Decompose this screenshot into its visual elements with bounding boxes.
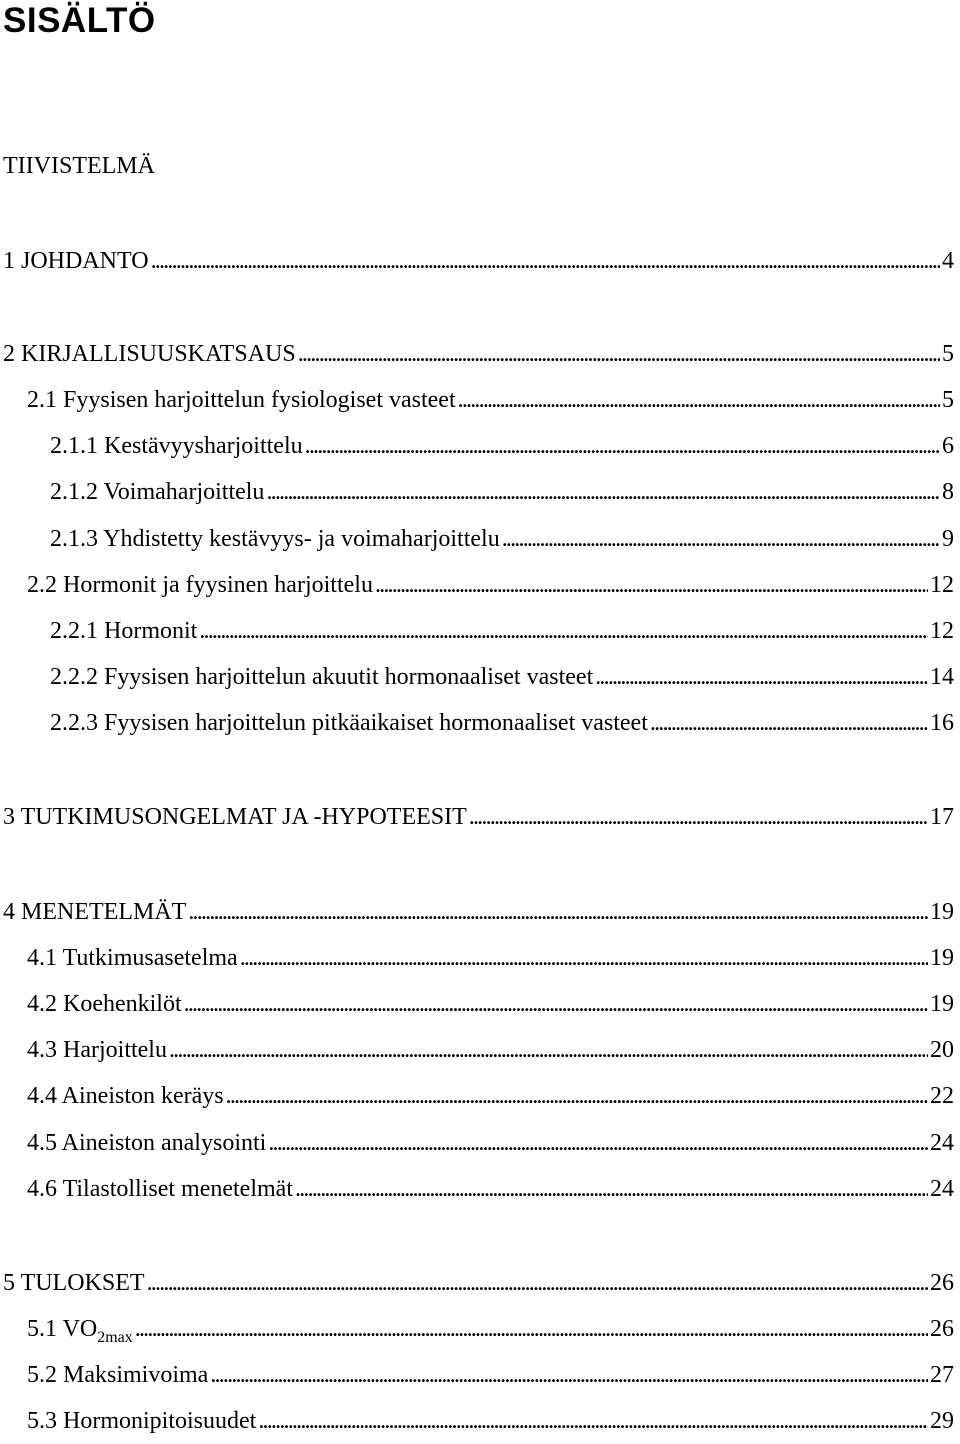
toc-entry-page: 16 xyxy=(930,710,954,736)
toc-entry[interactable] xyxy=(27,1359,954,1391)
dot-leader xyxy=(147,1267,928,1299)
toc-entry[interactable] xyxy=(27,1080,954,1112)
dot-leader xyxy=(135,1313,928,1345)
dot-leader xyxy=(268,1127,928,1159)
toc-entry[interactable] xyxy=(27,1405,954,1437)
toc-entry-label: 2.1 Fyysisen harjoittelun fysiologiset vasteet xyxy=(27,387,456,413)
dot-leader xyxy=(226,1080,928,1112)
toc-entry-page: 20 xyxy=(930,1037,954,1063)
toc-entry-page: 12 xyxy=(930,572,954,598)
toc-entry[interactable] xyxy=(27,569,954,601)
dot-leader xyxy=(258,1405,928,1437)
toc-entry[interactable] xyxy=(27,988,954,1020)
toc-entry-label-text: 5.1 VO xyxy=(27,1316,98,1342)
dot-leader xyxy=(458,384,940,416)
dot-leader xyxy=(199,615,928,647)
toc-entry[interactable] xyxy=(27,1034,954,1066)
toc-entry-label: 2.2.2 Fyysisen harjoittelun akuutit hormonaaliset vasteet xyxy=(50,664,594,690)
toc-entry-page: 5 xyxy=(942,341,954,367)
toc-entry-page: 6 xyxy=(942,433,954,459)
toc-entry-page: 22 xyxy=(930,1083,954,1109)
toc-entry[interactable] xyxy=(50,523,954,555)
toc-entry[interactable] xyxy=(3,896,954,928)
toc-entry[interactable] xyxy=(50,661,954,693)
toc-entry-label: 4.1 Tutkimusasetelma xyxy=(27,945,238,971)
toc-entry-page: 4 xyxy=(942,248,954,274)
toc-entry-label: 5.2 Maksimivoima xyxy=(27,1362,209,1388)
toc-entry-label: 2.1.3 Yhdistetty kestävyys- ja voimaharjoittelu xyxy=(50,526,500,552)
toc-entry[interactable] xyxy=(27,1313,954,1354)
toc-entry-label: 2.1.1 Kestävyysharjoittelu xyxy=(50,433,303,459)
toc-entry-page: 27 xyxy=(930,1362,954,1388)
toc-entry[interactable] xyxy=(50,430,954,462)
toc-entry-page: 26 xyxy=(930,1316,954,1342)
toc-entry-label-subscript: 2max xyxy=(97,1328,133,1346)
dot-leader xyxy=(151,245,940,277)
toc-entry-label: 4.2 Koehenkilöt xyxy=(27,991,182,1017)
toc-abstract: TIIVISTELMÄ xyxy=(3,153,155,179)
toc-entry-label: 4.5 Aineiston analysointi xyxy=(27,1130,267,1156)
toc-entry-page: 8 xyxy=(942,479,954,505)
toc-entry-page: 5 xyxy=(942,387,954,413)
toc-entry-page: 19 xyxy=(930,899,954,925)
toc-entry[interactable] xyxy=(50,476,954,508)
toc-entry[interactable] xyxy=(50,615,954,647)
toc-entry-label: 2 KIRJALLISUUSKATSAUS xyxy=(3,341,296,367)
toc-entry-page: 14 xyxy=(930,664,954,690)
toc-entry-label: 4.4 Aineiston keräys xyxy=(27,1083,224,1109)
toc-entry[interactable] xyxy=(27,1127,954,1159)
toc-entry-page: 24 xyxy=(930,1130,954,1156)
toc-entry-label: 3 TUTKIMUSONGELMAT JA -HYPOTEESIT xyxy=(3,804,467,830)
toc-entry-page: 24 xyxy=(930,1176,954,1202)
dot-leader xyxy=(295,1173,928,1205)
toc-entry[interactable] xyxy=(27,1173,954,1205)
page-title: SISÄLTÖ xyxy=(3,1,156,40)
toc-entry-label: 4 MENETELMÄT xyxy=(3,899,187,925)
toc-entry-label: 5 TULOKSET xyxy=(3,1270,145,1296)
toc-entry[interactable] xyxy=(3,801,954,833)
toc-entry[interactable] xyxy=(50,707,954,739)
toc-entry[interactable] xyxy=(3,338,954,370)
dot-leader xyxy=(650,707,928,739)
toc-entry-page: 29 xyxy=(930,1408,954,1434)
toc-entry-label: 1 JOHDANTO xyxy=(3,248,149,274)
toc-entry[interactable] xyxy=(3,1267,954,1299)
toc-entry-page: 12 xyxy=(930,618,954,644)
dot-leader xyxy=(169,1034,928,1066)
toc-entry[interactable] xyxy=(27,384,954,416)
toc-entry-page: 9 xyxy=(942,526,954,552)
dot-leader xyxy=(502,523,940,555)
toc-entry-page: 19 xyxy=(930,991,954,1017)
toc-entry-label: 2.2.1 Hormonit xyxy=(50,618,198,644)
dot-leader xyxy=(184,988,928,1020)
dot-leader xyxy=(240,942,928,974)
dot-leader xyxy=(188,896,928,928)
toc-entry-page: 26 xyxy=(930,1270,954,1296)
toc-entry[interactable] xyxy=(3,245,954,277)
dot-leader xyxy=(266,476,940,508)
toc-entry-label: 2.1.2 Voimaharjoittelu xyxy=(50,479,265,505)
toc-entry[interactable] xyxy=(27,942,954,974)
dot-leader xyxy=(469,801,928,833)
toc-entry-page: 17 xyxy=(930,804,954,830)
dot-leader xyxy=(298,338,940,370)
toc-entry-label: 4.3 Harjoittelu xyxy=(27,1037,167,1063)
toc-entry-label xyxy=(27,1313,133,1354)
toc-entry-label: 4.6 Tilastolliset menetelmät xyxy=(27,1176,293,1202)
toc-entry-label: 2.2 Hormonit ja fyysinen harjoittelu xyxy=(27,572,373,598)
dot-leader xyxy=(595,661,928,693)
toc-entry-page: 19 xyxy=(930,945,954,971)
dot-leader xyxy=(305,430,940,462)
toc-entry-label: 2.2.3 Fyysisen harjoittelun pitkäaikaiset hormonaaliset vasteet xyxy=(50,710,648,736)
toc-entry-label: 5.3 Hormonipitoisuudet xyxy=(27,1408,257,1434)
dot-leader xyxy=(210,1359,928,1391)
dot-leader xyxy=(375,569,928,601)
